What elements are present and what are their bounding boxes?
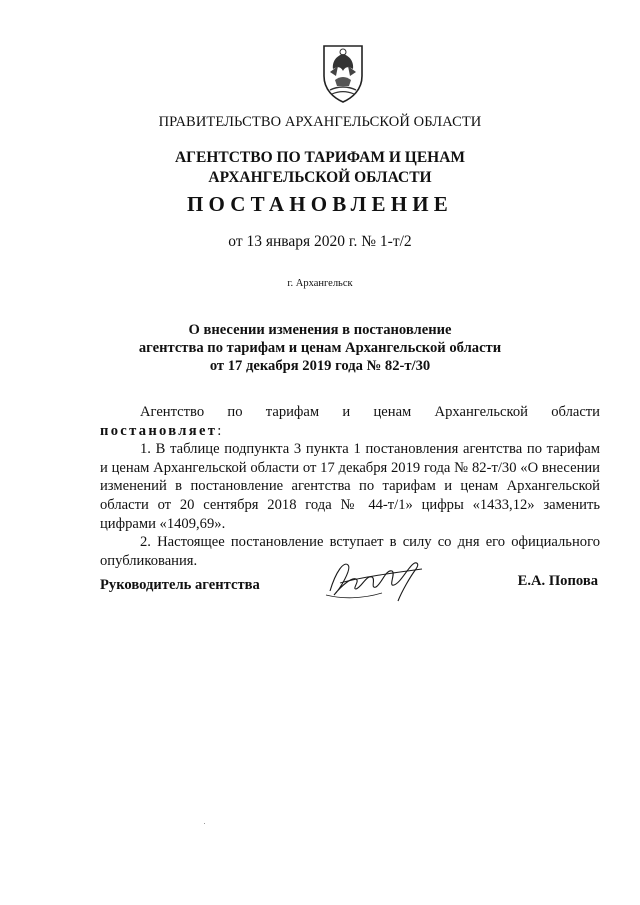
agency-heading-line2: АРХАНГЕЛЬСКОЙ ОБЛАСТИ	[208, 169, 432, 186]
handwritten-signature	[322, 555, 432, 605]
subject-line1: О внесении изменения в постановление	[188, 322, 452, 338]
document-body	[100, 403, 600, 570]
subject-line2: агентства по тарифам и ценам Архангельской области	[138, 340, 502, 356]
subject-line3: от 17 декабря 2019 года № 82-т/30	[209, 358, 431, 374]
item-2-paragraph: 2. Настоящее постановление вступает в силу со дня его официального опубликования.	[100, 534, 600, 569]
scan-speck	[204, 823, 205, 824]
preamble-text: Агентство по тарифам и ценам Архангельской области	[140, 404, 600, 420]
document-type-title: ПОСТАНОВЛЕНИЕ	[186, 192, 454, 216]
item-1-paragraph: 1. В таблице подпункта 3 пункта 1 постановления агентства по тарифам и ценам Архангельской области от 17 декабря 2019 года № 82-т/30 «О внесении изменений в постановление агентства по тарифам и ценам Архангельской области от 20 сентября 2018 года № 44-т/1» цифры «1433,12» заменить цифрами «1409,69».	[100, 441, 600, 532]
decree-colon: :	[217, 422, 222, 439]
signatory-role: Руководитель агентства	[100, 577, 260, 593]
agency-heading	[0, 148, 640, 188]
government-heading: ПРАВИТЕЛЬСТВО АРХАНГЕЛЬСКОЙ ОБЛАСТИ	[158, 114, 482, 130]
signatory-name: Е.А. Попова	[517, 573, 598, 589]
city-label: г. Архангельск	[287, 278, 353, 289]
agency-heading-line1: АГЕНТСТВО ПО ТАРИФАМ И ЦЕНАМ	[174, 149, 466, 166]
coat-of-arms-icon	[318, 42, 368, 104]
decree-word: постановляет	[100, 422, 218, 439]
preamble-paragraph	[100, 403, 600, 440]
document-subject	[0, 321, 640, 375]
date-and-number: от 13 января 2020 г. № 1-т/2	[228, 233, 412, 250]
